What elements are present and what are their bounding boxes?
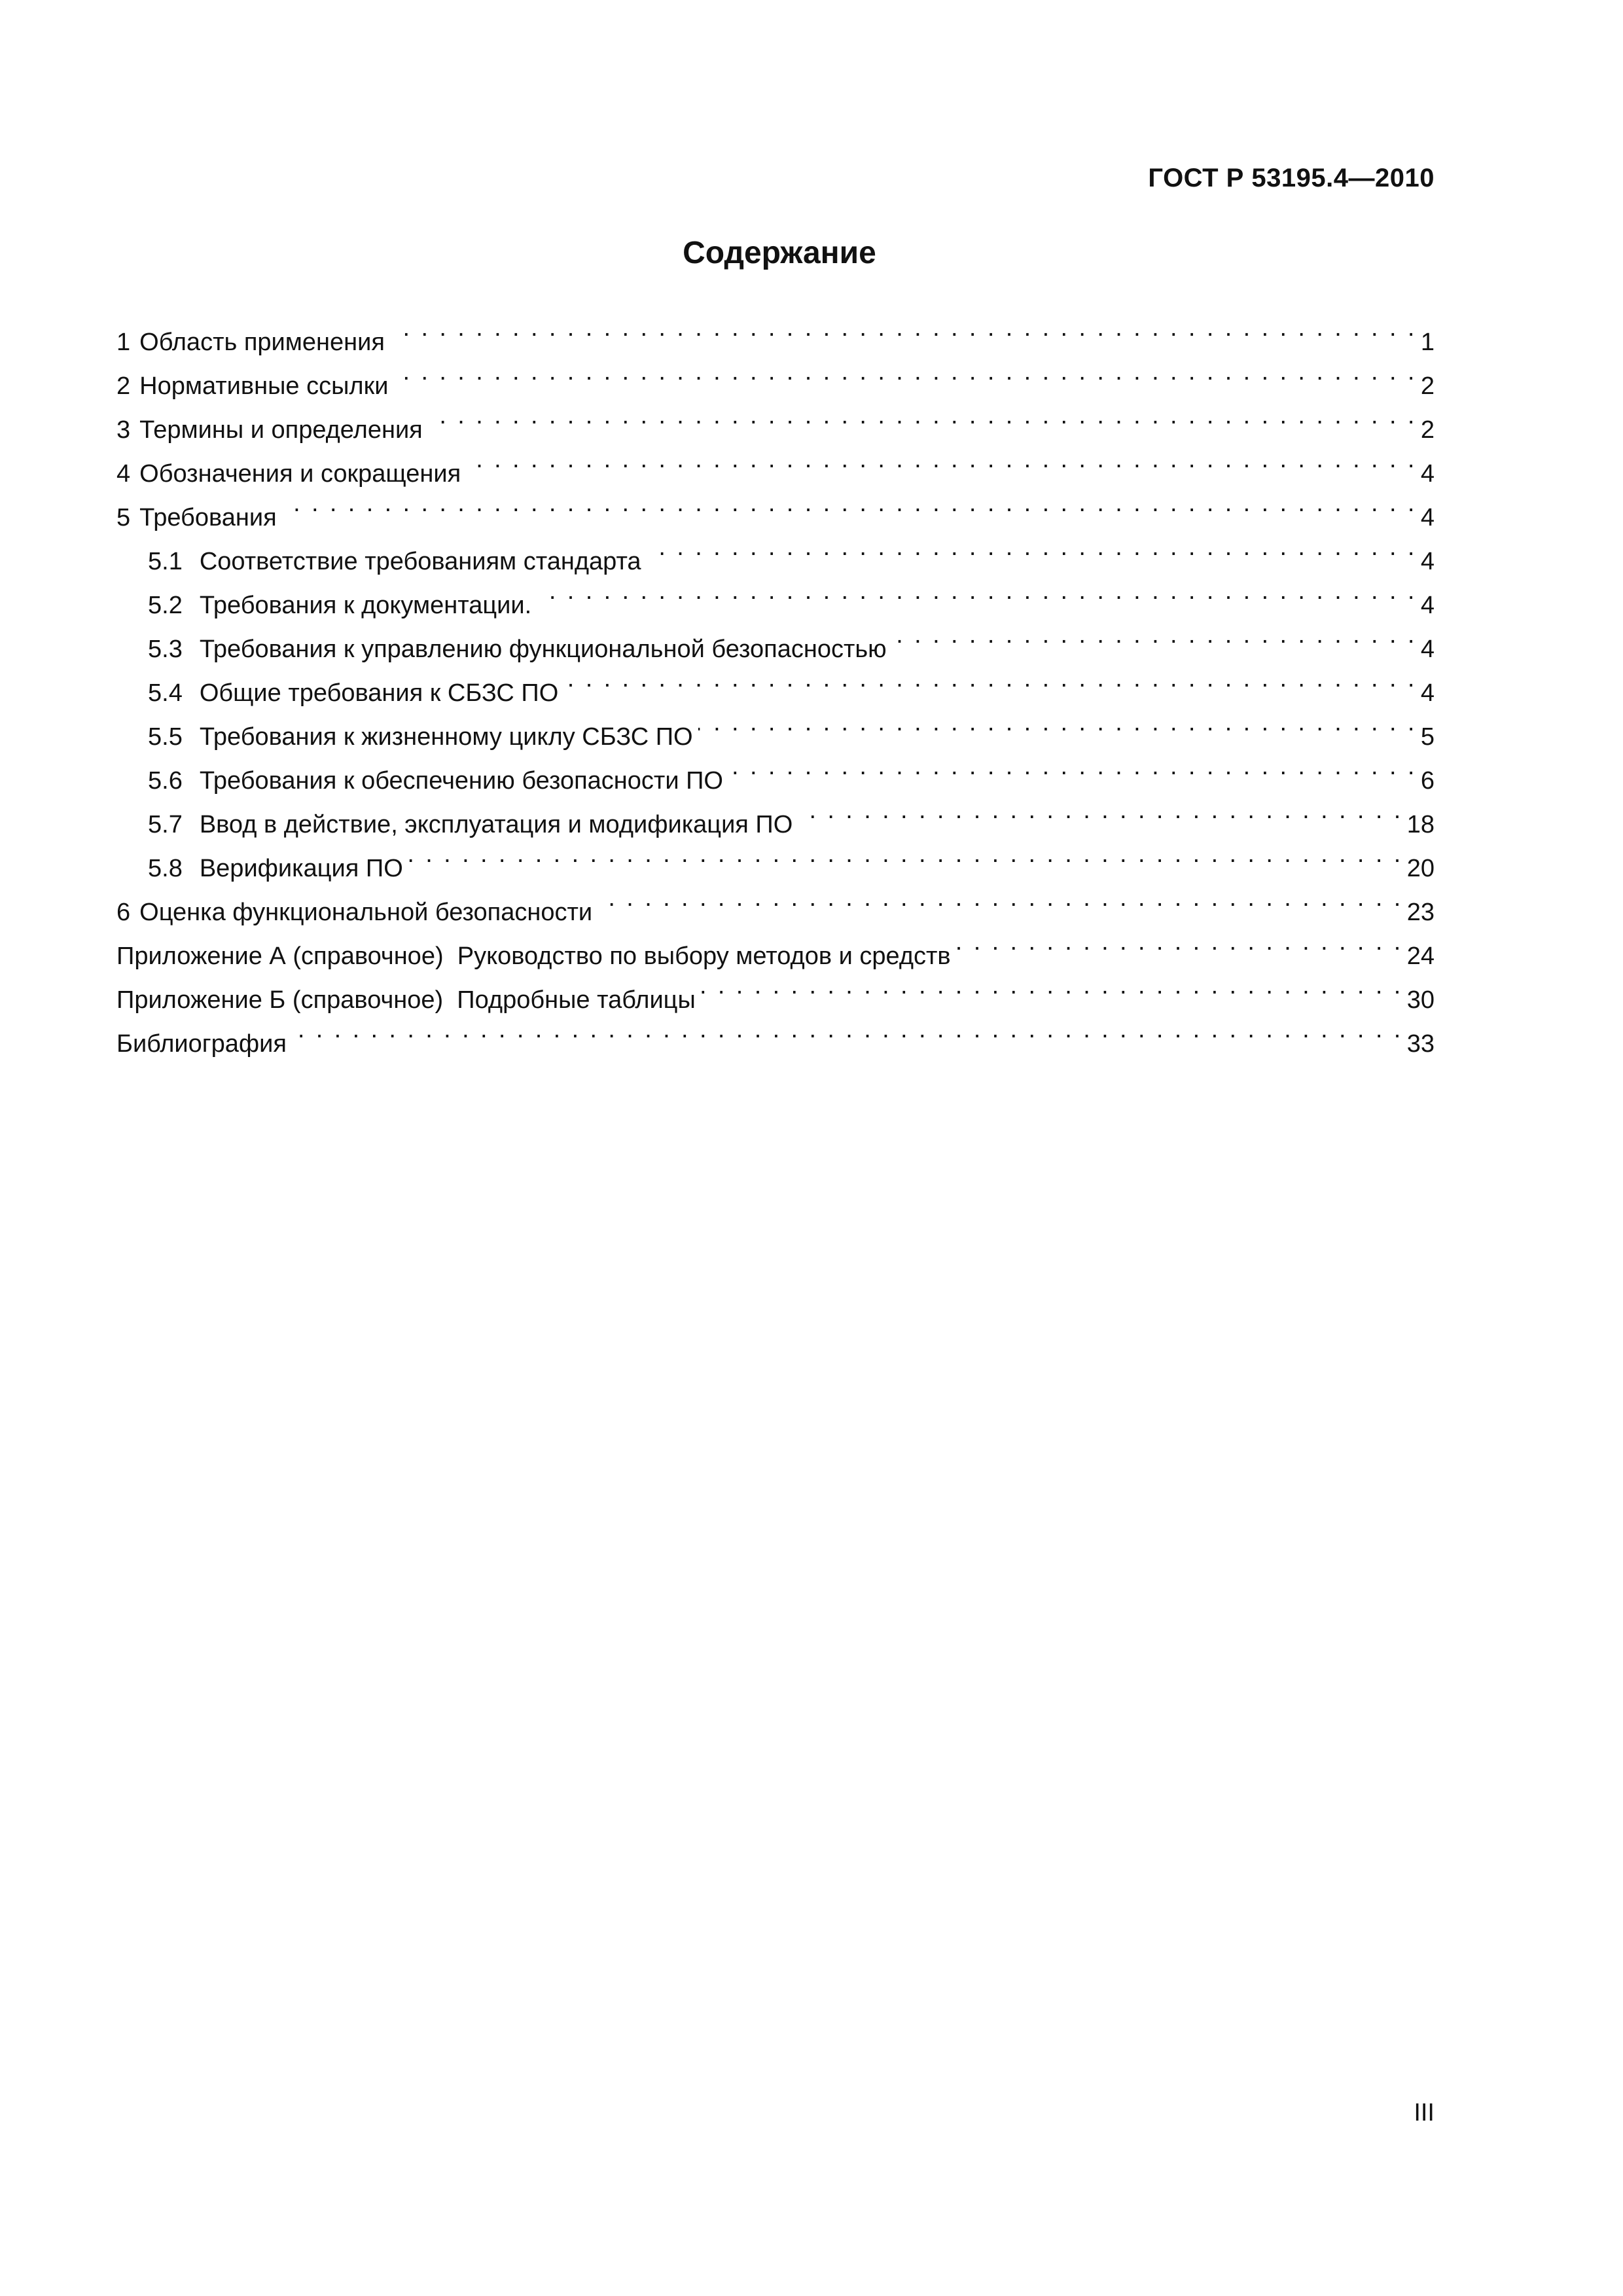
dot-leader	[282, 482, 1417, 526]
dot-leader	[892, 613, 1417, 657]
dot-leader	[537, 569, 1417, 613]
toc-entry-label: Общие требования к СБЗС ПО	[199, 679, 559, 707]
toc-entry-number: 4	[116, 460, 131, 488]
toc-entry-page: 4	[1420, 548, 1435, 575]
toc-entry-label: Требования к жизненному циклу СБЗС ПО	[199, 723, 693, 751]
toc-entry-label: Требования к управлению функциональной безопасностью	[199, 636, 887, 663]
toc-entry-page: 23	[1406, 899, 1435, 926]
toc-entry[interactable]	[116, 482, 1435, 531]
toc-entry-page: 4	[1420, 636, 1435, 663]
dot-leader	[798, 789, 1402, 833]
toc-entry-page: 1	[1420, 329, 1435, 356]
toc-entry-number: 5.2	[148, 592, 183, 619]
dot-leader	[698, 701, 1417, 745]
toc-entry-page: 6	[1420, 767, 1435, 795]
toc-entry-label: Обозначения и сокращения	[139, 460, 461, 488]
toc-entry-page: 20	[1406, 855, 1435, 882]
toc-entry-label: Соответствие требованиям стандарта	[199, 548, 641, 575]
toc-entry-page: 24	[1406, 942, 1435, 970]
toc-entry-label: Верификация ПО	[199, 855, 403, 882]
toc-entry-number: 5.7	[148, 811, 183, 838]
toc-entry-page: 2	[1420, 416, 1435, 444]
toc-entry-page: 4	[1420, 460, 1435, 488]
dot-leader	[292, 1008, 1403, 1052]
toc-entry-page: 5	[1420, 723, 1435, 751]
toc-entry-number: 6	[116, 899, 131, 926]
toc-entry[interactable]	[116, 306, 1435, 356]
toc-entry-label: Оценка функциональной безопасности	[139, 899, 593, 926]
dot-leader	[393, 350, 1416, 394]
table-of-contents	[116, 306, 1435, 1058]
toc-entry-number: 5.4	[148, 679, 183, 707]
dot-leader	[428, 394, 1417, 438]
toc-entry-number: 1	[116, 329, 131, 356]
toc-bibliography-entry[interactable]	[116, 1008, 1435, 1058]
toc-subentry[interactable]	[116, 526, 1435, 575]
toc-entry-label: Требования к документации.	[199, 592, 532, 619]
dot-leader	[701, 964, 1403, 1008]
toc-entry-number: 5.5	[148, 723, 183, 751]
dot-leader	[597, 876, 1403, 920]
toc-entry-label: Библиография	[116, 1030, 287, 1058]
toc-entry-number: 5.6	[148, 767, 183, 795]
toc-entry-page: 4	[1420, 592, 1435, 619]
toc-entry-label: Требования	[139, 504, 277, 531]
toc-entry-number: 5.3	[148, 636, 183, 663]
toc-entry-label: Приложение А (справочное) Руководство по выбору методов и средств	[116, 942, 951, 970]
dot-leader	[563, 657, 1417, 701]
dot-leader	[728, 745, 1417, 789]
toc-entry-label: Термины и определения	[139, 416, 423, 444]
toc-entry-number: 3	[116, 416, 131, 444]
toc-title: Содержание	[683, 236, 876, 270]
toc-entry-label: Приложение Б (справочное) Подробные таблицы	[116, 986, 696, 1014]
toc-entry-number: 5.8	[148, 855, 183, 882]
toc-entry-page: 33	[1406, 1030, 1435, 1058]
toc-entry-page: 4	[1420, 504, 1435, 531]
toc-entry-label: Нормативные ссылки	[139, 372, 389, 400]
toc-entry-number: 5	[116, 504, 131, 531]
page-number: III	[1414, 2099, 1435, 2126]
toc-entry-number: 2	[116, 372, 131, 400]
toc-entry-page: 4	[1420, 679, 1435, 707]
dot-leader	[390, 306, 1417, 350]
toc-entry-label: Ввод в действие, эксплуатация и модификация ПО	[199, 811, 793, 838]
toc-entry-label: Область применения	[139, 329, 385, 356]
toc-entry-page: 2	[1420, 372, 1435, 400]
dot-leader	[408, 833, 1403, 876]
toc-entry-number: 5.1	[148, 548, 183, 575]
dot-leader	[466, 438, 1417, 482]
toc-entry-page: 30	[1406, 986, 1435, 1014]
document-code: ГОСТ Р 53195.4—2010	[1148, 164, 1435, 192]
dot-leader	[647, 526, 1417, 569]
dot-leader	[956, 920, 1403, 964]
toc-entry-label: Требования к обеспечению безопасности ПО	[199, 767, 723, 795]
toc-entry-page: 18	[1406, 811, 1435, 838]
